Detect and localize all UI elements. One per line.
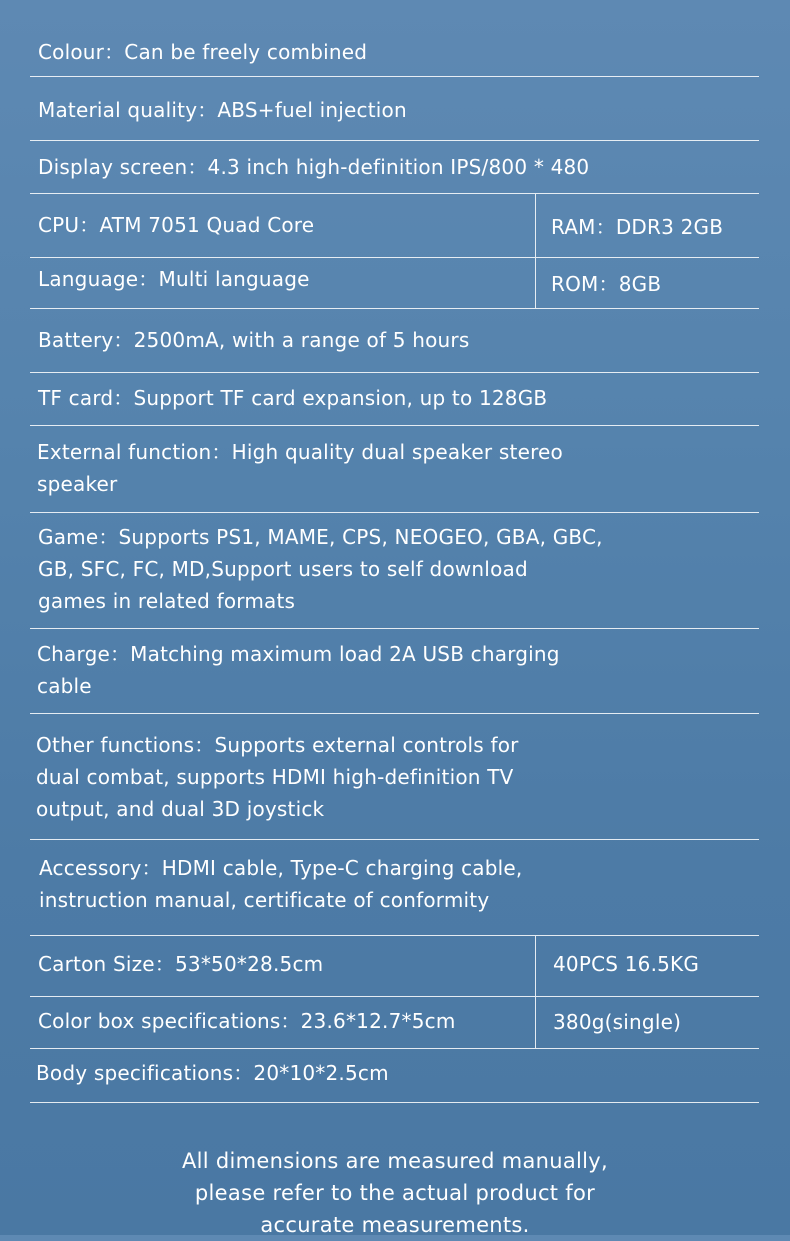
spec-battery: Battery：2500mA, with a range of 5 hours xyxy=(38,328,470,352)
spec-external-line1: External function：High quality dual speaker stereo xyxy=(37,440,563,464)
spec-color-box: Color box specifications：23.6*12.7*5cm xyxy=(38,1009,456,1033)
spec-other-line2: dual combat, supports HDMI high-definition TV xyxy=(36,765,514,789)
spec-row-carton xyxy=(30,936,759,997)
spec-row-material xyxy=(30,77,759,141)
spec-row-game xyxy=(30,513,759,629)
spec-color-box-weight: 380g(single) xyxy=(553,1010,682,1034)
spec-row-color-box xyxy=(30,997,759,1049)
spec-other-line3: output, and dual 3D joystick xyxy=(36,797,325,821)
spec-accessory-line2: instruction manual, certificate of conformity xyxy=(39,888,490,912)
spec-tf-card: TF card：Support TF card expansion, up to 128GB xyxy=(38,386,548,410)
spec-charge-line1: Charge：Matching maximum load 2A USB charging xyxy=(37,642,560,666)
spec-row-cpu-ram xyxy=(30,194,759,258)
spec-ram: RAM：DDR3 2GB xyxy=(551,215,724,239)
column-divider xyxy=(535,194,536,257)
spec-row-accessory xyxy=(30,840,759,936)
spec-material: Material quality：ABS+fuel injection xyxy=(38,98,407,122)
spec-body: Body specifications：20*10*2.5cm xyxy=(36,1061,389,1085)
spec-row-language-rom xyxy=(30,258,759,309)
spec-other-line1: Other functions：Supports external controls for xyxy=(36,733,519,757)
spec-external-line2: speaker xyxy=(37,472,118,496)
spec-charge-line2: cable xyxy=(37,674,92,698)
spec-game-line1: Game：Supports PS1, MAME, CPS, NEOGEO, GBA, GBC, xyxy=(38,525,603,549)
spec-accessory-line1: Accessory：HDMI cable, Type-C charging cable, xyxy=(39,856,523,880)
spec-language: Language：Multi language xyxy=(38,267,310,291)
spec-colour: Colour：Can be freely combined xyxy=(38,40,368,64)
spec-row-body xyxy=(30,1049,759,1103)
spec-row-colour xyxy=(30,30,759,77)
spec-carton-pcs: 40PCS 16.5KG xyxy=(553,952,700,976)
spec-row-tf-card xyxy=(30,373,759,426)
spec-row-other xyxy=(30,714,759,840)
footer-note-line3: accurate measurements. xyxy=(260,1213,530,1237)
spec-game-line3: games in related formats xyxy=(38,589,296,613)
spec-game-line2: GB, SFC, FC, MD,Support users to self download xyxy=(38,557,528,581)
footer-note-line1: All dimensions are measured manually, xyxy=(181,1149,609,1173)
column-divider xyxy=(535,936,536,996)
spec-rom: ROM：8GB xyxy=(551,272,662,296)
spec-row-charge xyxy=(30,629,759,714)
spec-row-battery xyxy=(30,309,759,373)
spec-carton-size: Carton Size：53*50*28.5cm xyxy=(38,952,324,976)
spec-row-display xyxy=(30,141,759,194)
footer-note-line2: please refer to the actual product for xyxy=(194,1181,596,1205)
spec-display: Display screen：4.3 inch high-definition IPS/800 * 480 xyxy=(38,155,590,179)
spec-cpu: CPU：ATM 7051 Quad Core xyxy=(38,213,315,237)
spec-row-external xyxy=(30,426,759,513)
column-divider xyxy=(535,997,536,1048)
column-divider xyxy=(535,258,536,308)
